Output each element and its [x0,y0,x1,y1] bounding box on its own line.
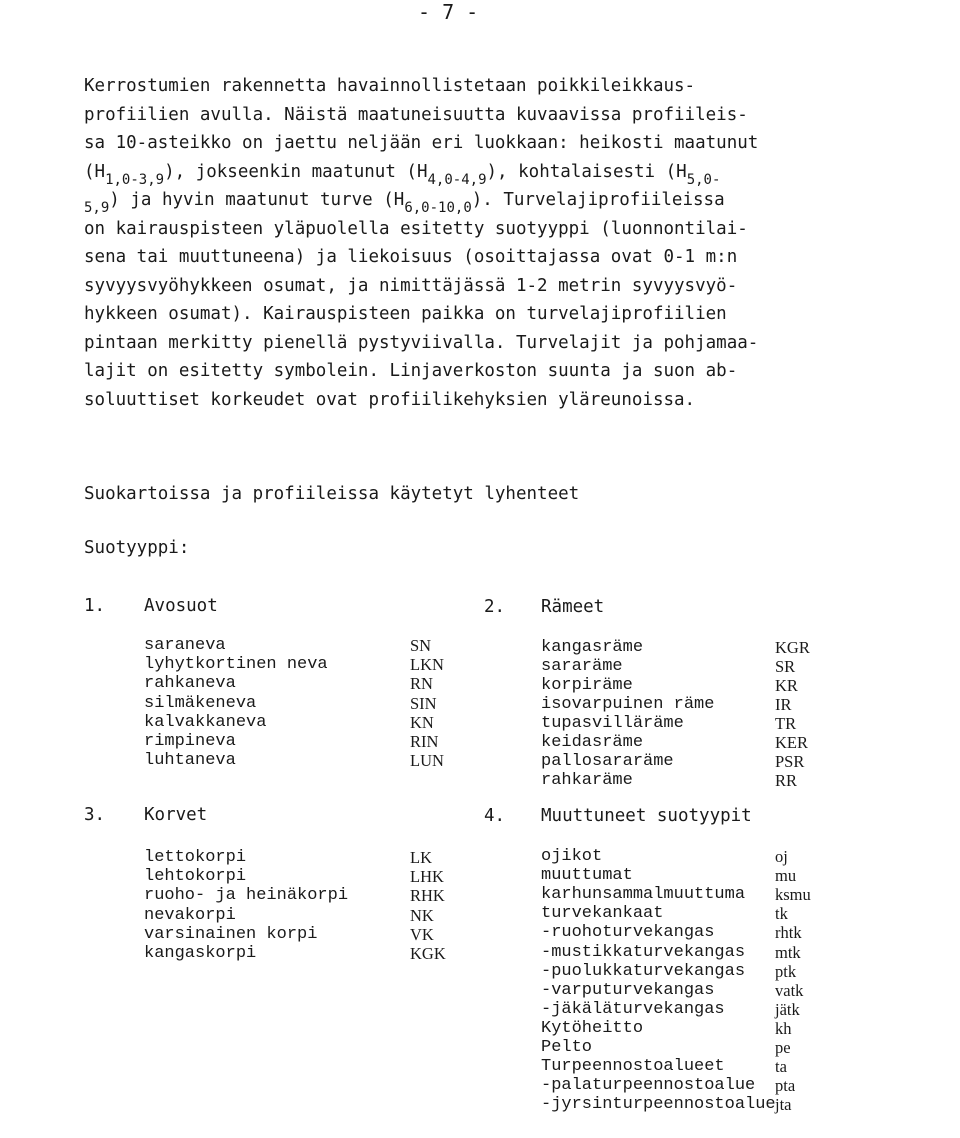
abbreviation-code: TR [775,714,797,733]
intro-line: sena tai muuttuneena) ja liekoisuus (osoittajassa ovat 0-1 m:n [84,247,738,267]
marsh-type-name: muuttumat [541,866,633,886]
abbreviation-code: PSR [775,752,805,771]
marsh-type-name: lehtokorpi [144,867,247,887]
section-heading: Muuttuneet suotyypit [541,806,752,826]
marsh-type-name: kangaskorpi [144,944,257,963]
abbreviation-code: RHK [410,886,445,906]
marsh-type-name: korpiräme [541,676,633,695]
intro-line: pintaan merkitty pienellä pystyviivalla. Turvelajit ja pohjamaa- [84,332,759,353]
marsh-type-name: luhtaneva [144,751,236,771]
intro-text-part: ) ja hyvin maatunut turve (H [109,190,405,210]
marsh-type-name: -jäkäläturvekangas [541,999,725,1019]
section-heading: Korvet [144,805,208,825]
abbreviation-code: RR [775,771,798,790]
intro-line: profiilien avulla. Näistä maatuneisuutta kuvaavissa profiileis- [84,104,748,125]
marsh-type-name: Pelto [541,1038,593,1057]
marsh-type-name: kalvakkaneva [144,712,267,732]
abbreviation-code: oj [775,847,788,866]
marsh-type-name: -palaturpeennostoalue [541,1076,756,1096]
marsh-type-name: varsinainen korpi [144,924,318,944]
section-number: 4. [484,806,506,826]
abbreviation-code: RN [410,674,433,694]
marsh-type-name: tupasvilläräme [541,714,684,733]
abbreviation-code: KGK [410,944,446,963]
marsh-type-name: pallosararäme [541,752,674,771]
abbreviation-code: vatk [775,980,804,1000]
intro-line [84,186,874,215]
marsh-type-name: -puolukkaturvekangas [541,961,746,981]
abbreviation-code: kh [775,1018,792,1038]
marsh-type-name: lyhytkortinen neva [144,655,328,675]
section-number: 2. [484,597,506,617]
marsh-type-name: Turpeennostoalueet [541,1057,725,1077]
intro-text-part: ). Turvelajiprofiileissa [471,190,725,210]
subscript-range: 5,9 [84,200,110,216]
marsh-type-name: rimpineva [144,732,236,751]
marsh-type-name: turvekankaat [541,904,664,924]
abbreviation-code: KR [775,676,798,695]
abbreviations-heading: Suokartoissa ja profiileissa käytetyt lyhenteet [84,484,580,504]
abbreviation-code: SN [410,636,432,655]
abbreviation-code: pe [775,1038,791,1057]
section-number: 3. [84,805,106,825]
marsh-type-heading: Suotyyppi: [84,538,190,558]
abbreviation-code: LUN [410,751,444,771]
marsh-type-name: karhunsammalmuuttuma [541,885,746,905]
abbreviation-code: NK [410,905,434,925]
abbreviation-code: ta [775,1057,787,1077]
intro-line: Kerrostumien rakennetta havainnollistetaan poikkileikkaus- [84,76,696,96]
abbreviation-code: RIN [410,732,439,751]
subscript-range: 4,0-4,9 [427,171,487,188]
marsh-type-name: Kytöheitto [541,1018,644,1038]
intro-line [84,158,874,187]
abbreviation-code: VK [410,924,434,944]
subscript-range: 5,0- [686,171,721,188]
abbreviation-code: IR [775,695,792,714]
abbreviation-code: SR [775,657,796,676]
abbreviation-code: KGR [775,638,810,657]
marsh-type-name: sararäme [541,657,623,676]
section-heading: Rämeet [541,597,605,617]
abbreviation-code: ptk [775,961,797,981]
section-number: 1. [84,596,106,616]
abbreviation-code: mu [775,866,797,886]
intro-text-part: ), kohtalaisesti (H [486,161,687,182]
intro-line: hykkeen osumat). Kairauspisteen paikka on turvelajiprofiilien [84,304,727,324]
abbreviation-code: tk [775,904,788,924]
abbreviation-code: LK [410,848,432,867]
marsh-type-name: -mustikkaturvekangas [541,942,746,962]
marsh-type-name: nevakorpi [144,905,236,925]
abbreviation-code: rhtk [775,923,802,943]
intro-line: sa 10-asteikko on jaettu neljään eri luokkaan: heikosti maatunut [84,133,759,153]
marsh-type-name: silmäkeneva [144,693,257,713]
marsh-type-name: lettokorpi [144,848,247,867]
marsh-type-name: -ruohoturvekangas [541,923,715,943]
abbreviation-code: KER [775,733,808,752]
intro-paragraph [84,72,874,414]
marsh-type-name: ruoho- ja heinäkorpi [144,886,349,906]
marsh-type-name: rahkaräme [541,771,633,790]
marsh-type-name: keidasräme [541,733,644,752]
abbreviation-code: jta [775,1095,792,1115]
marsh-type-name: kangasräme [541,638,644,657]
intro-line: syvyysvyöhykkeen osumat, ja nimittäjässä 1-2 metrin syvyysvyö- [84,275,738,296]
intro-text-part: ), jokseenkin maatunut (H [164,161,428,182]
marsh-type-name: -varputurvekangas [541,980,715,1000]
abbreviation-code: SIN [410,693,437,713]
intro-line: on kairauspisteen yläpuolella esitetty suotyyppi (luonnontilai- [84,218,748,239]
abbreviation-code: mtk [775,942,801,962]
abbreviation-code: ksmu [775,885,811,905]
abbreviation-code: jätk [775,999,800,1019]
marsh-type-name: -jyrsinturpeennostoalue [541,1095,776,1115]
intro-line: soluuttiset korkeudet ovat profiilikehyksien yläreunoissa. [84,389,696,410]
abbreviation-code: LKN [410,655,444,675]
subscript-range: 6,0-10,0 [404,200,472,216]
abbreviation-code: pta [775,1076,796,1096]
abbreviation-code: KN [410,712,434,732]
marsh-type-name: saraneva [144,636,226,655]
marsh-type-name: rahkaneva [144,674,236,694]
abbreviation-code: LHK [410,867,444,887]
intro-text-part: (H [84,161,106,182]
marsh-type-name: isovarpuinen räme [541,695,715,714]
subscript-range: 1,0-3,9 [105,171,165,188]
section-heading: Avosuot [144,596,218,616]
page-number: - 7 - [418,0,479,24]
marsh-type-name: ojikot [541,847,603,866]
intro-line: lajit on esitetty symbolein. Linjaverkoston suunta ja suon ab- [84,361,738,381]
